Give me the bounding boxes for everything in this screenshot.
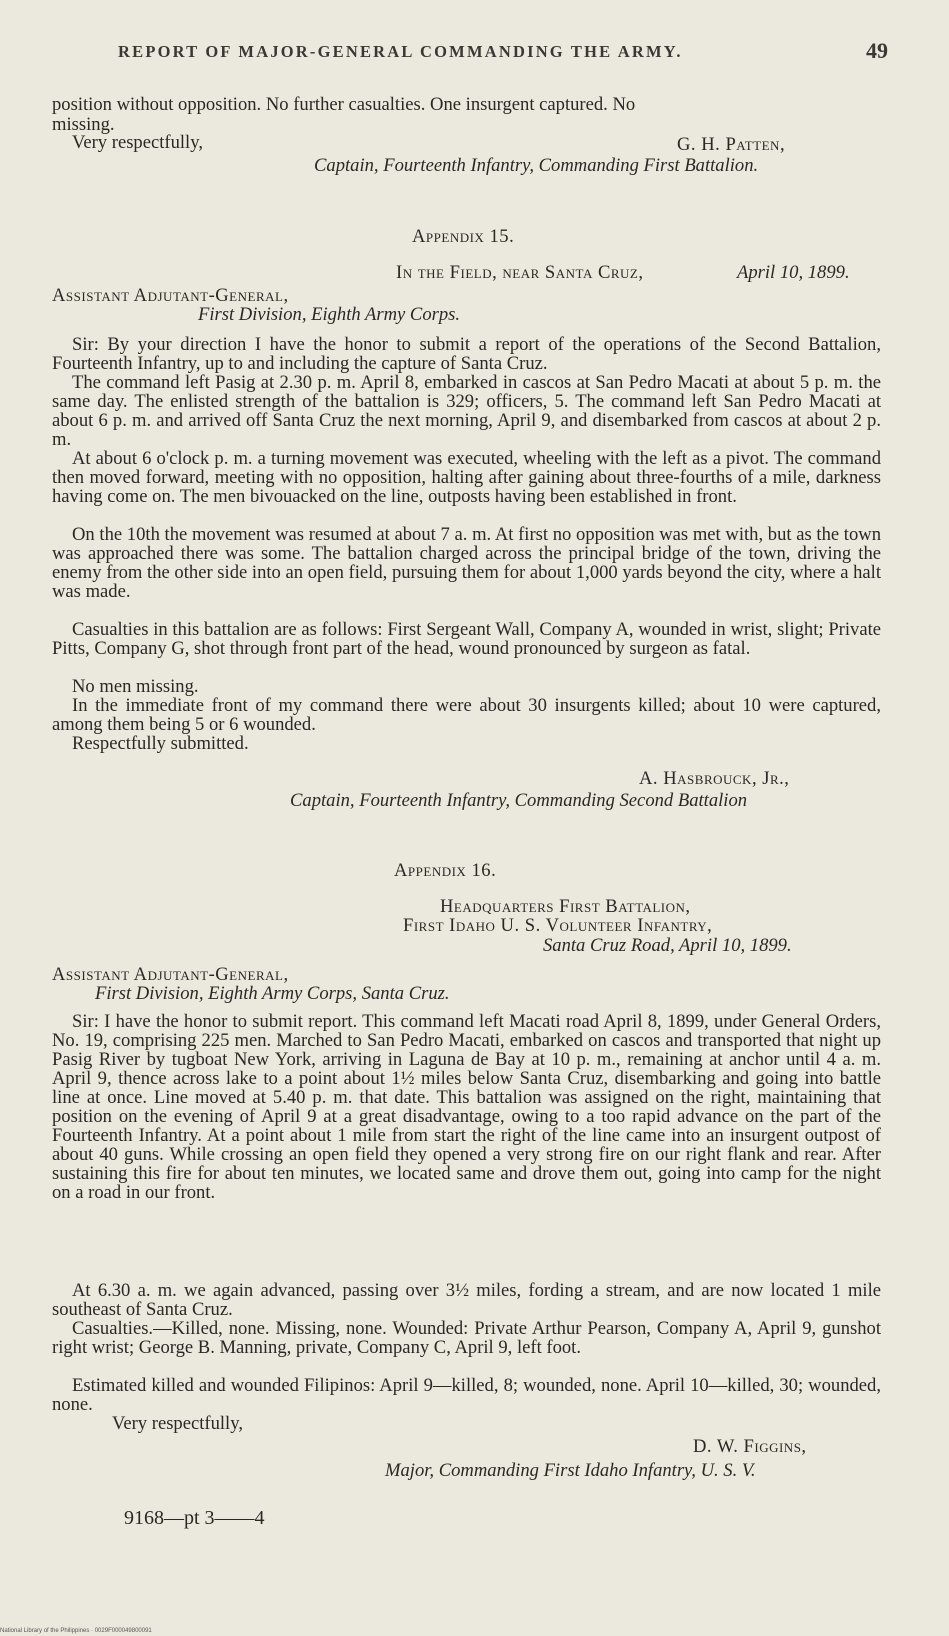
signature-mark: 9168—pt 3——4: [124, 1507, 265, 1529]
signer-name: D. W. Figgins,: [693, 1436, 807, 1457]
appendix-heading: Appendix 16.: [394, 860, 497, 881]
dateline-date: April 10, 1899.: [737, 262, 850, 283]
paragraph: Very respectfully,: [112, 1413, 243, 1434]
paragraph: On the 10th the movement was resumed at about 7 a. m. At first no opposition was met with, but as the town was approached there was some. The battalion charged across the principal bridge of the town, driving the enemy from the other side into an open field, pursuing them for about 1,000 yards beyond the city, where a halt was made.: [52, 524, 881, 602]
text-line: position without opposition. No further casualties. One insurgent captured. No: [52, 94, 636, 115]
signer-name: A. Hasbrouck, Jr.,: [639, 768, 790, 789]
signer-title: Major, Commanding First Idaho Infantry, U. S. V.: [385, 1460, 756, 1481]
running-header: REPORT OF MAJOR-GENERAL COMMANDING THE ARMY.: [118, 42, 683, 61]
appendix-heading: Appendix 15.: [412, 226, 515, 247]
addressee-unit: First Division, Eighth Army Corps.: [198, 304, 461, 325]
paragraph: At 6.30 a. m. we again advanced, passing over 3½ miles, fording a stream, and are now located 1 mile southeast of Santa Cruz.: [52, 1280, 881, 1320]
dateline-place: In the Field, near Santa Cruz,: [396, 262, 644, 283]
addressee-unit: First Division, Eighth Army Corps, Santa Cruz.: [95, 983, 450, 1004]
hq-line: First Idaho U. S. Volunteer Infantry,: [403, 915, 713, 936]
library-watermark: National Library of the Philippines · 0029F000049800091: [0, 1628, 152, 1634]
page-number: 49: [866, 38, 888, 63]
paragraph: Casualties.—Killed, none. Missing, none. Wounded: Private Arthur Pearson, Company A, April 9, gunshot right wrist; George B. Manning, private, Company C, April 9, left foot.: [52, 1318, 881, 1358]
paragraph: Sir: I have the honor to submit report. This command left Macati road April 8, 1899, under General Orders, No. 19, comprising 225 men. Marched to San Pedro Macati, embarked on cascos and transported that night up Pasig River by tugboat New York, arriving in Laguna de Bay at 10 p. m., remaining at anchor until 4 a. m. April 9, thence across lake to a point about 1½ miles below Santa Cruz, disembarking and going into battle line at once. Line moved at 5.40 p. m. that date. This battalion was assigned on the right, maintaining that position on the evening of April 9 at a great disadvantage, owing to a too rapid advance on the part of the Fourteenth Infantry. At a point about 1 mile from start the right of the line came into an insurgent outpost of about 40 guns. While crossing an open field they opened a very strong fire on our right flank and rear. After sustaining this fire for about ten minutes, we located same and drove them out, going into camp for the night on a road in our front.: [52, 1011, 881, 1203]
closing: Very respectfully,: [72, 132, 203, 153]
paragraph: No men missing.: [72, 676, 199, 697]
paragraph: The command left Pasig at 2.30 p. m. April 8, embarked in cascos at San Pedro Macati at about 5 p. m. the same day. The enlisted strength of the battalion is 329; officers, 5. The command left San Pedro Macati at about 6 p. m. and arrived off Santa Cruz the next morning, April 9, and disembarked from cascos at about 2 p. m.: [52, 372, 881, 450]
text-line: missing.: [52, 114, 115, 135]
hq-line: Headquarters First Battalion,: [440, 896, 691, 917]
signer-title: Captain, Fourteenth Infantry, Commanding First Battalion.: [314, 155, 759, 176]
addressee: Assistant Adjutant-General,: [52, 285, 289, 306]
paragraph: Respectfully submitted.: [72, 733, 249, 754]
signer-name: G. H. Patten,: [677, 134, 786, 155]
paragraph: Sir: By your direction I have the honor to submit a report of the operations of the Second Battalion, Fourteenth Infantry, up to and including the capture of Santa Cruz.: [52, 334, 881, 374]
paragraph: Estimated killed and wounded Filipinos: April 9—killed, 8; wounded, none. April 10—killed, 30; wounded, none.: [52, 1375, 881, 1415]
signer-title: Captain, Fourteenth Infantry, Commanding Second Battalion: [290, 790, 748, 811]
paragraph: At about 6 o'clock p. m. a turning movement was executed, wheeling with the left as a pivot. The command then moved forward, meeting with no opposition, halting after gaining about three-fourths of a mile, darkness having come on. The men bivouacked on the line, outposts having been established in front.: [52, 448, 881, 507]
paragraph: In the immediate front of my command there were about 30 insurgents killed; about 10 were captured, among them being 5 or 6 wounded.: [52, 695, 881, 735]
hq-line: Santa Cruz Road, April 10, 1899.: [543, 935, 792, 956]
addressee: Assistant Adjutant-General,: [52, 964, 289, 985]
paragraph: Casualties in this battalion are as follows: First Sergeant Wall, Company A, wounded in wrist, slight; Private Pitts, Company G, shot through front part of the head, wound pronounced by surgeon as fatal.: [52, 619, 881, 659]
